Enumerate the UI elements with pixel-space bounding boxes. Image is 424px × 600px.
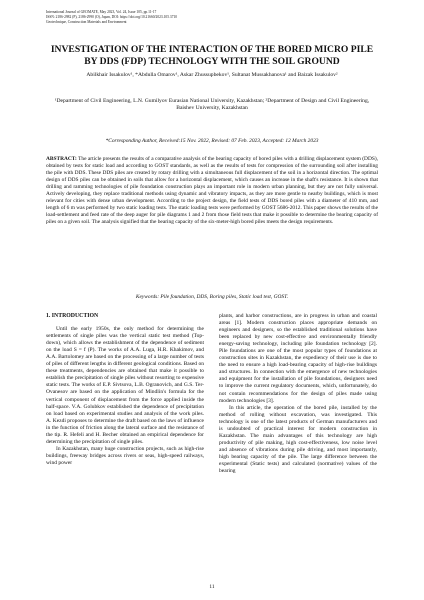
left-column [46, 313, 204, 467]
section-heading: 1. INTRODUCTION [46, 313, 99, 319]
page-number: 11 [209, 584, 215, 590]
keywords: Keywords: Pile foundation, DDS, Boring piles, Static load test, GOST. [135, 294, 289, 300]
affiliations: ¹Department of Civil Engineering, L.N. Gumilyov Eurasian National University, Kazakhstan; ²Department of Design and Civil Engineering, Baishev University, Kazakhstan [54, 98, 370, 112]
header-line-2: ISSN: 2186-2982 (P), 2186-2990 (O), Japan, DOI: https://doi.org/10.21660/2023.105.3710 [46, 14, 178, 19]
intro-paragraph-3: plants, and harbor constructions, are in progress in urban and coastal areas [1]. Modern construction places appropriate demands on engineers and designers, so the established traditional solutions have been replaced by new cost-effective and environmentally friendly energy-saving technology, including pile foundation technology [2]. Pile foundations are one of the most popular types of foundations at construction sites in Kazakhstan, the expediency of their use is due to the need to ensure a high load-bearing capacity of high-rise buildings and structures. In connection with the emergence of new technologies and equipment for the installation of pile foundations, designers need to improve the current regulatory documents, which, unfortunately, do not contain recommendations for the design of piles made using modern technologies [3]. [219, 313, 377, 404]
abstract-text: The article presents the results of a comparative analysis of the bearing capacity of bored piles with a drilling displacement system (DDS), obtained by tests for static load and according to GOST standards, as well as the results of tests for compression of the surrounding soil after installing the pile with DDS. These DDS piles are created by rotary drilling with a simultaneous full displacement of the soil in a horizontal direction. The optimal design of DDS piles can be obtained in soils that allow for a horizontal displacement, which causes an increase in the shaft's resistance. It is shown that drilling and ramming technologies of pile foundation construction plays an important role in modern urban planning, but they are not fully universal. Actively developing, they replace traditional methods using dynamic and vibratory impacts, as they are more gentle to nearby buildings, which is most relevant for cities with dense urban development. According to the project design, the field tests of DDS bored piles with a diameter of 410 mm, and length of 6 m was performed by two static loading tests. The static loading tests were performed by GOST 5686-2012. This paper shows the results of the load-settlement and feed rate of the deep auger for pile diagrams 1 and 2 from those field tests that make it possible to determine the bearing capacity of piles on a given soil. The analysis signified that the bearing capacity of the six-meter-high bored piles meets the design requirements. [46, 156, 378, 226]
header-line-1: International Journal of GEOMATE, May 2023, Vol. 24, Issue 105, pp.11-17 [46, 10, 157, 14]
intro-paragraph-2: In Kazakhstan, many huge construction projects, such as high-rise buildings, freeway bridges across rivers or seas, high-speed railways, wind power [46, 445, 204, 466]
abstract [46, 156, 378, 226]
abstract-label: ABSTRACT: [46, 156, 77, 162]
journal-header [46, 10, 177, 24]
paper-title: INVESTIGATION OF THE INTERACTION OF THE BORED MICRO PILE BY DDS (FDP) TECHNOLOGY WITH THE SOIL GROUND [50, 44, 374, 67]
right-column [219, 313, 377, 475]
intro-paragraph-1: Until the early 1950s, the only method for determining the settlements of single piles was the vertical static test method (Top-down), which allows the establishment of the dependence of sediment on the load S = f (P). The works of A.A. Luga, H.R. Khakimov, and A.A. Bartolomey are based on the processing of a large number of tests of piles of different lengths in different geological conditions. Based on these treatments, dependencies are obtained that make it possible to establish the precipitation of single piles without resorting to expensive static tests. The works of E.P. Sivtsova, L.B. Ogranovich, and G.S. Ter-Ovanesov are based on the application of Mindlin's formula for the vertical component of displacement from the force applied inside the half-space. V.A. Golubkov established the dependence of precipitation on load based on experimental studies and analysis of the work piles. A. Kezdi proposes to determine the draft based on the laws of influence in the function of friction along the lateral surface and the resistance of the tip. R. Hefeli and H. Becher obtained an empirical dependence for determining the precipitation of single piles. [46, 326, 204, 445]
author-list: Abilkhair Issakulov¹, *Abdulla Omarov¹, Askar Zhussupbekov¹, Sultanat Mussakhanova¹ and Baizak Issakulov² [86, 72, 338, 78]
header-line-3: Geotechnique, Construction Materials and Environment [46, 19, 127, 24]
intro-paragraph-4: In this article, the operation of the bored pile, installed by the method of rolling without excavation, was investigated. This technology is one of the latest products of German manufacturers and is undoubted of practical interest for modern construction in Kazakhstan. The main advantages of this technology are high productivity of pile making, high cost-effectiveness, low noise level and absence of vibrations during pile driving, and most importantly, high bearing capacity of the pile. The large difference between the experimental (Static tests) and calculated (normative) values of the bearing [219, 404, 377, 475]
correspondence-line: *Corresponding Author, Received:15 Nov. 2022, Revised: 07 Feb. 2023, Accepted: 12 March 2023 [105, 138, 319, 144]
